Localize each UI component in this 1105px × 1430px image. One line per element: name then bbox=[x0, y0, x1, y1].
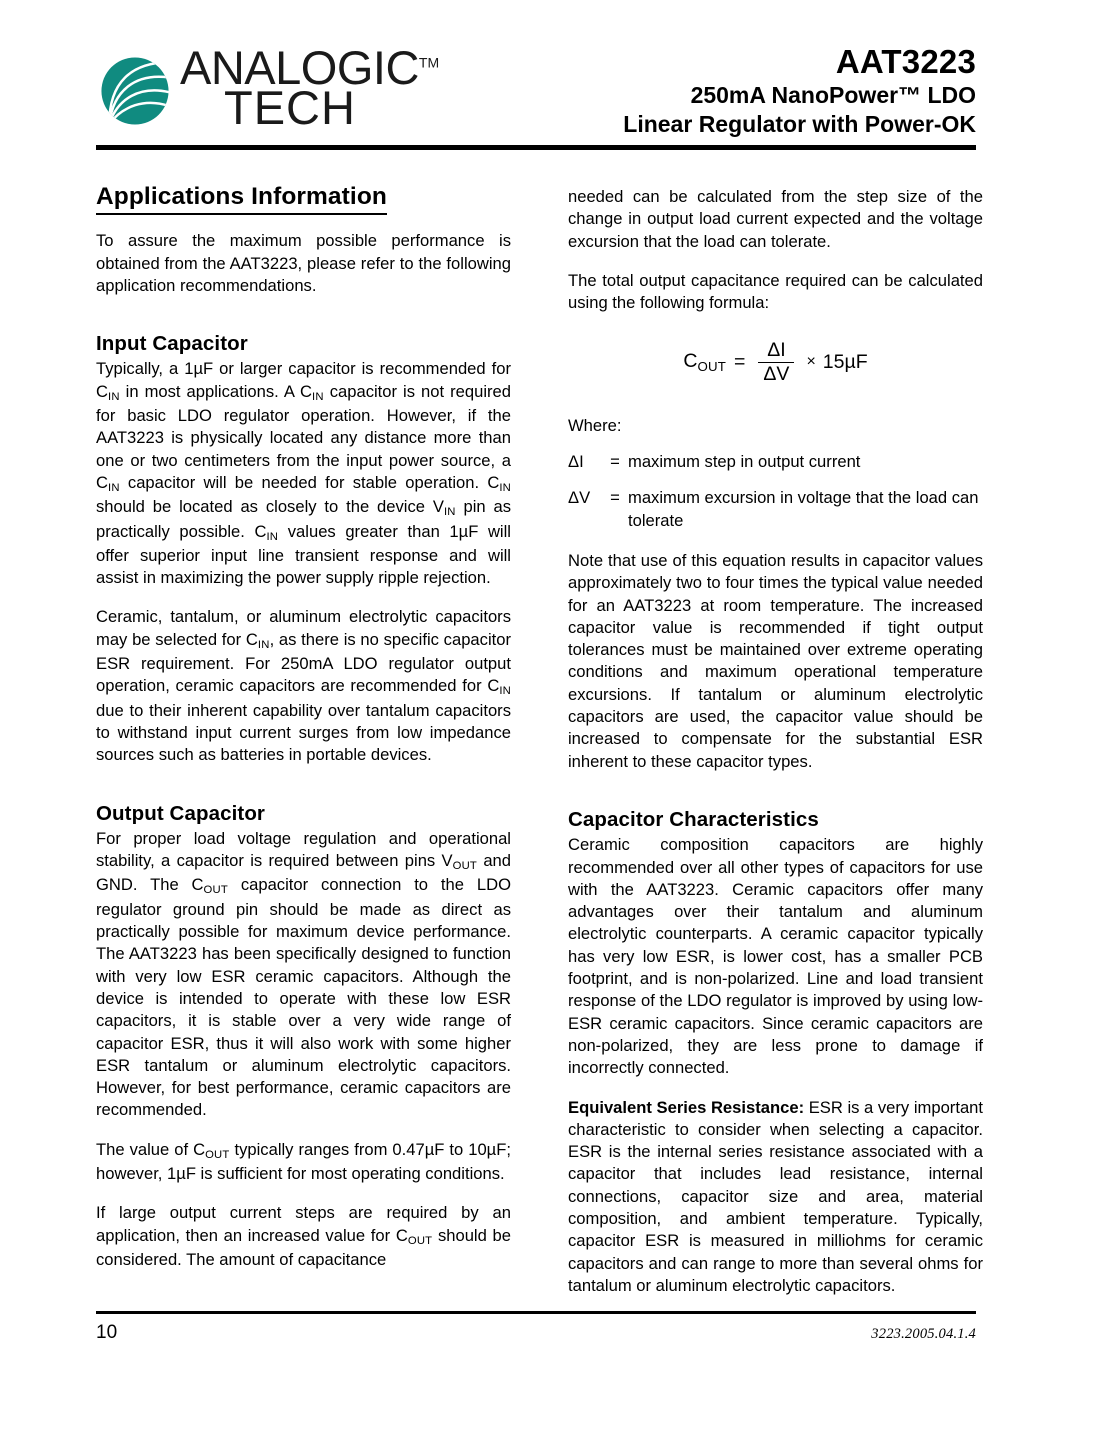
company-wordmark bbox=[180, 41, 440, 135]
definition-delta-i: maximum step in output current bbox=[628, 452, 861, 472]
formula-intro-paragraph: The total output capacitance required can be calculated using the following formula: bbox=[568, 270, 983, 313]
left-text-column bbox=[96, 183, 512, 1271]
subscript-out: OUT bbox=[697, 359, 727, 375]
intro-paragraph: To assure the maximum possible performance is obtained from the AAT3223, please refer to the following application recommendations. bbox=[96, 231, 511, 295]
where-label: Where: bbox=[568, 415, 622, 435]
formula-lhs: $C_{OUT}$ bbox=[683, 350, 727, 375]
product-subtitle-line-2: Linear Regulator with Power-OK bbox=[623, 111, 976, 138]
page-footer bbox=[96, 1322, 976, 1344]
capacitor-characteristics-paragraph-1: Ceramic composition capacitors are highly recommended over all other types of capacitors for use with the AAT3223. Ceramic capacitors offer many advantages over their tantalum and aluminum electrolytic counterparts. A ceramic capacitor typically has very low ESR, is lower cost, has a smaller PCB footprint, and is non-polarized. Line and load transient response of the LDO regulator is improved by using low-ESR ceramic capacitors. Since ceramic capacitors are non-polarized, they are less prone to damage if incorrectly connected. bbox=[568, 835, 983, 1078]
page-number: 10 bbox=[96, 1322, 118, 1343]
formula-times-operator: × bbox=[806, 353, 816, 371]
symbol-delta-i: ΔI bbox=[568, 452, 584, 472]
subscript-in: IN bbox=[266, 530, 279, 543]
trademark-symbol: TM bbox=[418, 54, 440, 71]
subscript-out: OUT bbox=[205, 1148, 230, 1161]
brand-name-top: ANALOGIC bbox=[180, 41, 419, 94]
page-header bbox=[96, 41, 976, 144]
input-capacitor-paragraph-1: Typically, a 1µF or larger capacitor is recommended for $C_{IN}$ in most applications. A $C_{IN}$ capacitor is not required for basic LDO regulator operation. However, if the AAT3223 is physically located any distance more than one or two centimeters from the input power source, a $C_{IN}$ capacitor will be needed for stable operation. $C_{IN}$ should be located as closely to the device $V_{IN}$ pin as practically possible. $C_{IN}$ values greater than 1µF will offer superior input line transient response and will assist in maximizing the power supply ripple rejection. bbox=[96, 359, 511, 588]
analogic-tech-globe-icon bbox=[96, 52, 174, 130]
formula-numerator: ΔI bbox=[767, 339, 786, 362]
input-capacitor-heading: Input Capacitor bbox=[96, 332, 248, 356]
esr-lead-in-bold: Equivalent Series Resistance: bbox=[568, 1097, 805, 1117]
subscript-in: IN bbox=[107, 482, 120, 495]
capacitance-formula bbox=[568, 340, 983, 384]
where-row-delta-i bbox=[568, 451, 983, 473]
header-divider bbox=[96, 145, 976, 150]
formula-constant: 15µF bbox=[822, 351, 868, 374]
subscript-in: IN bbox=[499, 482, 511, 495]
company-logo bbox=[96, 41, 440, 135]
document-revision-code: 3223.2005.04.1.4 bbox=[871, 1326, 976, 1342]
formula-denominator: ΔV bbox=[758, 362, 794, 385]
footer-divider bbox=[96, 1311, 976, 1314]
subscript-in: IN bbox=[499, 685, 511, 698]
esr-body-text: ESR is a very important characteristic to consider when selecting a capacitor. ESR is the internal series resistance associated with a capacitor that includes lead resistance, internal connections, capacitor size and area, material composition, and ambient temperature. Typically, capacitor ESR is measured in milliohms for ceramic capacitors and can range to more than several ohms for tantalum or aluminum electrolytic capacitors. bbox=[568, 1097, 984, 1295]
subscript-in: IN bbox=[107, 390, 120, 403]
equals-sign: = bbox=[610, 452, 620, 472]
output-capacitor-paragraph-1: For proper load voltage regulation and operational stability, a capacitor is required between pins $V_{OUT}$ and GND. The $C_{OUT}$ capacitor connection to the LDO regulator ground pin should be made as direct as practically possible for maximum device performance. The AAT3223 has been specifically designed to function with very low ESR ceramic capacitors. Although the device is intended to operate with these low ESR capacitors, it is stable over a very wide range of capacitor ESR, thus it will also work with some higher ESR tantalum or aluminum electrolytic capacitors. However, for best performance, ceramic capacitors are recommended. bbox=[96, 828, 512, 1120]
subscript-in: IN bbox=[257, 638, 270, 651]
subscript-out: OUT bbox=[407, 1234, 433, 1247]
symbol-delta-v: ΔV bbox=[568, 488, 591, 508]
document-title-block bbox=[623, 44, 976, 140]
subscript-in: IN bbox=[443, 506, 456, 519]
output-capacitor-heading: Output Capacitor bbox=[96, 801, 266, 825]
subscript-out: OUT bbox=[203, 884, 228, 897]
definition-delta-v: maximum excursion in voltage that the load can tolerate bbox=[628, 488, 979, 530]
capacitor-characteristics-heading: Capacitor Characteristics bbox=[568, 807, 819, 831]
where-row-delta-v bbox=[568, 487, 983, 532]
subscript-out: OUT bbox=[452, 860, 477, 873]
esr-paragraph bbox=[568, 1097, 983, 1298]
part-number-title: AAT3223 bbox=[835, 43, 976, 80]
formula-fraction bbox=[758, 340, 794, 384]
page-title: Applications Information bbox=[96, 186, 387, 215]
product-subtitle-line-1: 250mA NanoPower™ LDO bbox=[690, 81, 976, 108]
formula-equals: = bbox=[734, 351, 746, 374]
subscript-in: IN bbox=[312, 390, 324, 403]
right-text-column bbox=[568, 186, 983, 1297]
continued-paragraph: needed can be calculated from the step size of the change in output load current expected and the voltage excursion that the load can tolerate. bbox=[568, 187, 983, 251]
equals-sign: = bbox=[610, 488, 620, 508]
output-capacitor-paragraph-3: If large output current steps are required by an application, then an increased value for $C_{OUT}$ should be considered. The amount of capacitance bbox=[96, 1203, 511, 1269]
equation-note-paragraph: Note that use of this equation results in capacitor values approximately two to four times the typical value needed for an AAT3223 at room temperature. The increased capacitor value is recommended if tight output tolerances must be maintained over extreme operating conditions and maximum operational temperature excursions. If tantalum or aluminum electrolytic capacitors are used, the capacitor value should be increased to compensate for the substantial ESR inherent to these capacitor types. bbox=[568, 550, 983, 771]
brand-name-bottom: TECH bbox=[224, 81, 356, 135]
input-capacitor-paragraph-2: Ceramic, tantalum, or aluminum electrolytic capacitors may be selected for $C_{IN}$, as there is no specific capacitor ESR requirement. For 250mA LDO regulator output operation, ceramic capacitors are recommended for $C_{IN}$ due to their inherent capability over tantalum capacitors to withstand input current surges from low impedance sources such as batteries in portable devices. bbox=[96, 607, 511, 765]
output-capacitor-paragraph-2: The value of $C_{OUT}$ typically ranges from 0.47µF to 10µF; however, 1µF is sufficient for most operating conditions. bbox=[96, 1139, 511, 1183]
